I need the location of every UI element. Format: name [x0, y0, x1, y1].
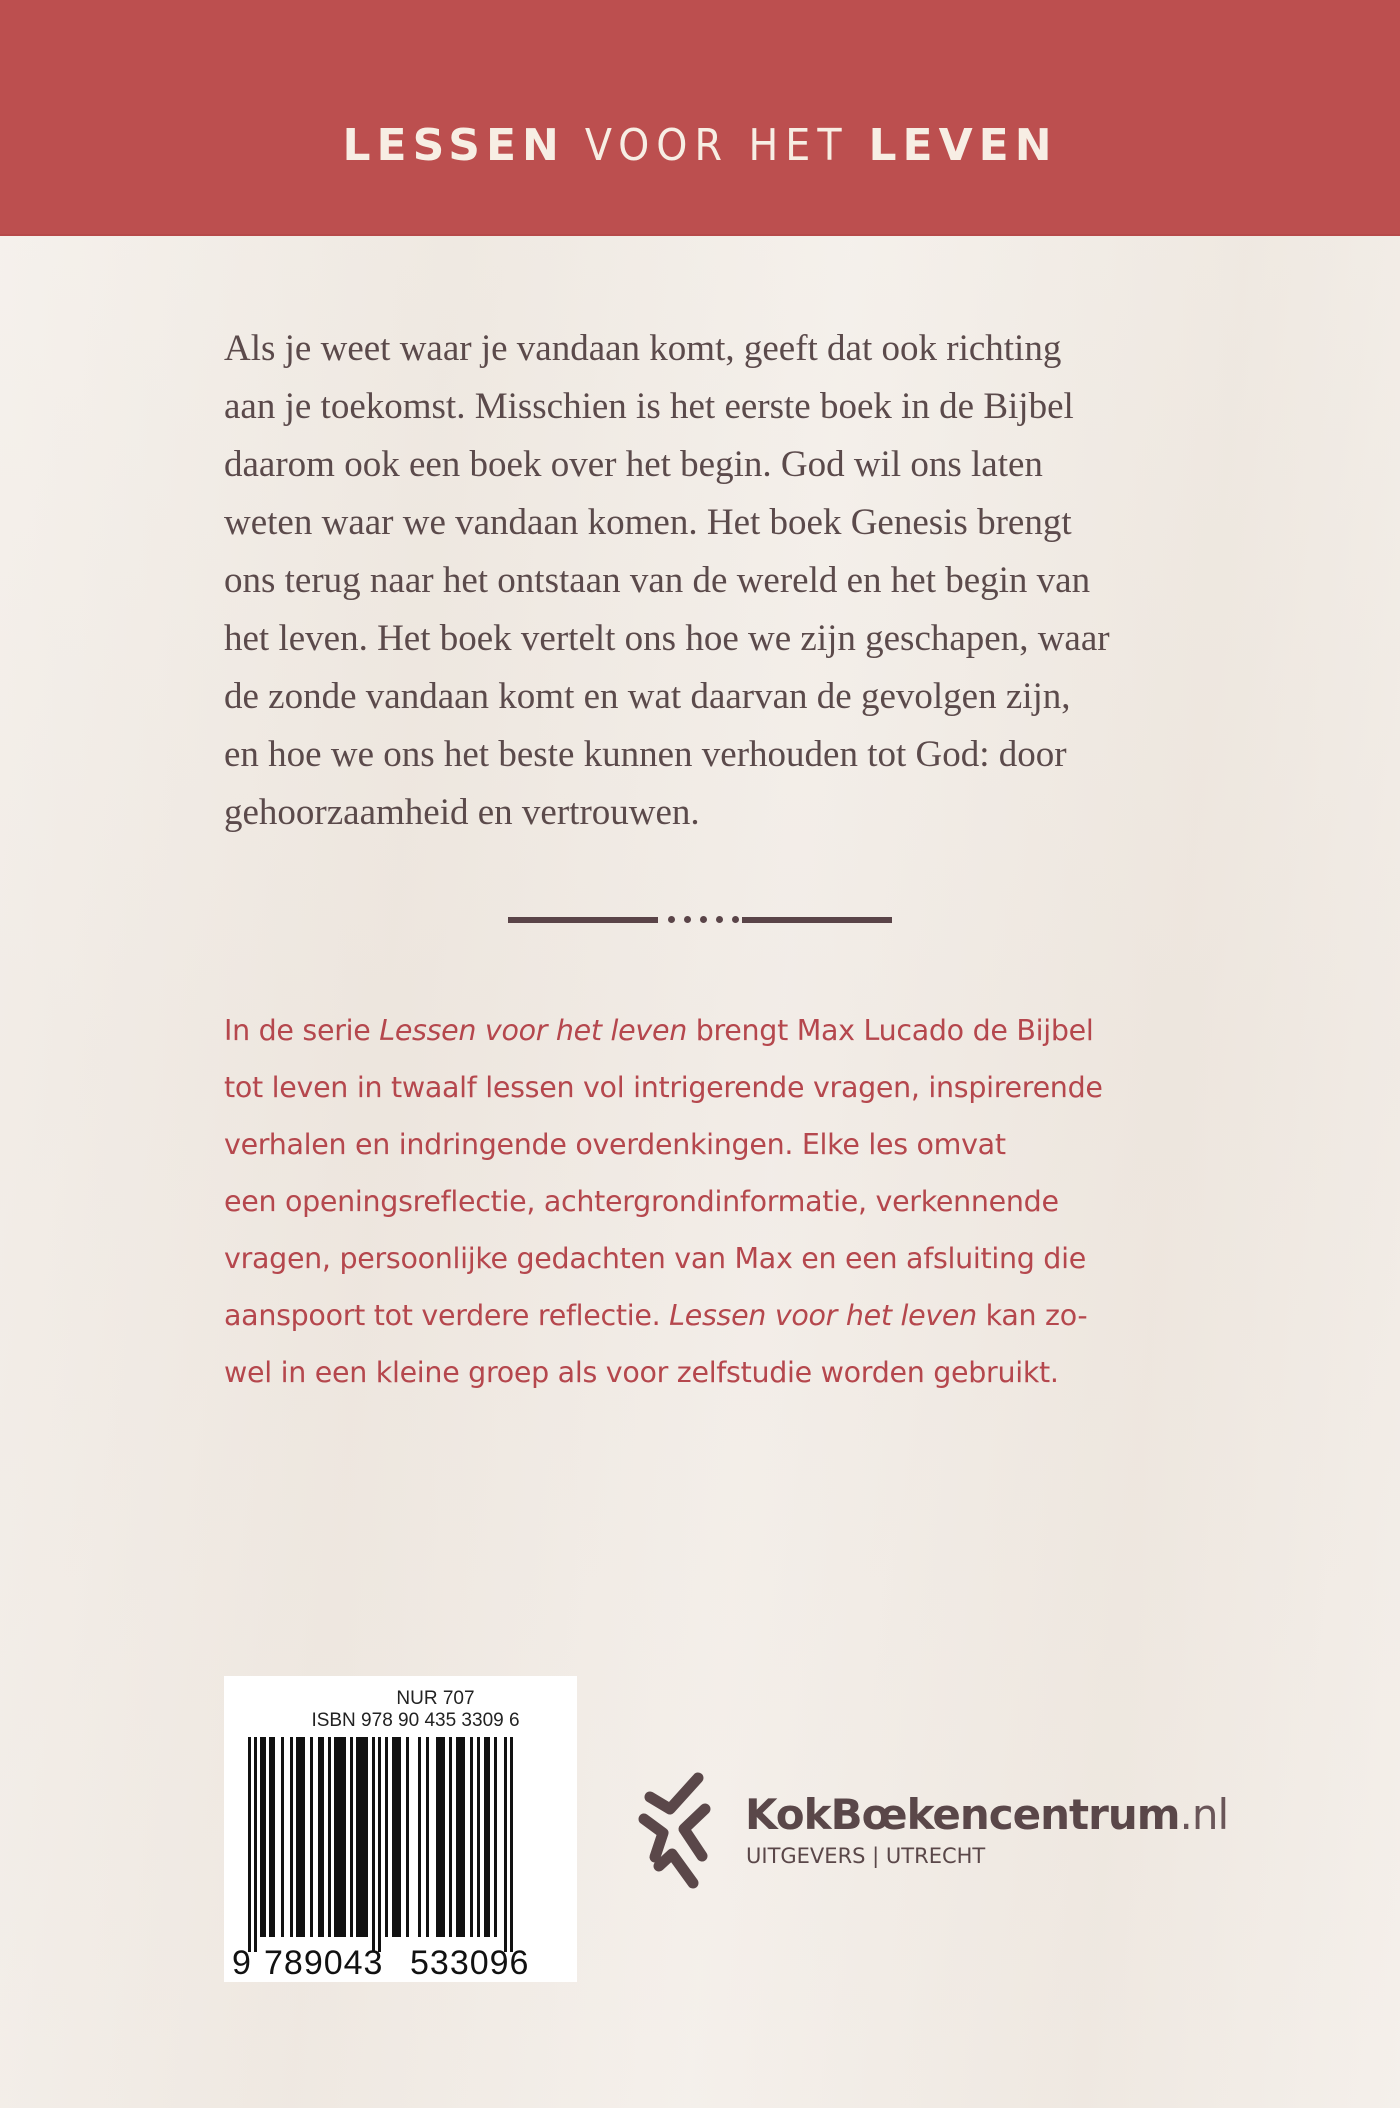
isbn-number: ISBN 978 90 435 3309 6 [311, 1710, 520, 1731]
blurb-line [224, 1002, 1184, 1059]
series-name-italic: Lessen voor het leven [379, 1014, 687, 1047]
description-line: gehoorzaamheid en vertrouwen. [224, 792, 700, 833]
divider-line-right [742, 917, 892, 923]
description-line: weten waar we vandaan komen. Het boek Genesis brengt [224, 502, 1072, 543]
barcode-digit-prefix: 9 [232, 1944, 251, 1982]
blurb-line [224, 1287, 1184, 1344]
logo-chevron-right [684, 1809, 705, 1856]
blurb-line: wel in een kleine groep als voor zelfstudie worden gebruikt. [224, 1356, 1059, 1389]
blurb-text: brengt Max Lucado de Bijbel [686, 1014, 1094, 1047]
kokboekencentrum-logo-icon [630, 1765, 730, 1895]
series-title-lessen: LESSEN [342, 120, 565, 171]
series-title-leven: LEVEN [868, 120, 1058, 171]
description-line: de zonde vandaan komt en wat daarvan de gevolgen zijn, [224, 676, 1071, 717]
series-name-italic: Lessen voor het leven [669, 1299, 977, 1332]
blurb-line: vragen, persoonlijke gedachten van Max en een afsluiting die [224, 1242, 1086, 1275]
description-line: het leven. Het boek vertelt ons hoe we zijn geschapen, waar [224, 618, 1110, 659]
blurb-text: kan zo- [976, 1299, 1088, 1332]
series-title [0, 118, 1400, 174]
barcode-digits-right: 533096 [410, 1944, 530, 1982]
barcode-digits-left: 789043 [264, 1944, 384, 1982]
logo-chevron-bottom [659, 1854, 693, 1883]
divider-dot [684, 916, 691, 923]
divider-dot [668, 916, 675, 923]
divider-dot [732, 916, 739, 923]
publisher-subtitle: UITGEVERS | UTRECHT [746, 1844, 986, 1868]
blurb-text: In de serie [224, 1014, 380, 1047]
barcode-bars [248, 1737, 548, 1952]
ornamental-divider [508, 916, 894, 924]
publisher-name-suffix: .nl [1179, 1790, 1229, 1839]
blurb-line: tot leven in twaalf lessen vol intrigerende vragen, inspirerende [224, 1071, 1103, 1104]
nur-code: NUR 707 [396, 1688, 475, 1709]
blurb-text: aanspoort tot verdere reflectie. [224, 1299, 670, 1332]
series-title-voor-het: VOOR HET [584, 120, 849, 171]
description-line: daarom ook een boek over het begin. God wil ons laten [224, 444, 1043, 485]
publisher-name [745, 1791, 1228, 1839]
divider-dot [700, 916, 707, 923]
logo-chevron-top [650, 1778, 698, 1809]
divider-dot [716, 916, 723, 923]
publisher-name-main: KokBœkencentrum [745, 1790, 1180, 1839]
description-line: ons terug naar het ontstaan van de wereld en het begin van [224, 560, 1091, 601]
description-line: aan je toekomst. Misschien is het eerste boek in de Bijbel [224, 386, 1074, 427]
blurb-line: een openingsreflectie, achtergrondinformatie, verkennende [224, 1185, 1059, 1218]
isbn-barcode [224, 1676, 577, 1982]
divider-line-left [508, 917, 658, 923]
book-description [224, 320, 1184, 842]
description-line: Als je weet waar je vandaan komt, geeft dat ook richting [224, 328, 1062, 369]
series-blurb [224, 1002, 1184, 1401]
logo-chevron-left [644, 1819, 663, 1857]
description-line: en hoe we ons het beste kunnen verhouden tot God: door [224, 734, 1067, 775]
header-band [0, 0, 1400, 236]
blurb-line: verhalen en indringende overdenkingen. Elke les omvat [224, 1128, 1006, 1161]
